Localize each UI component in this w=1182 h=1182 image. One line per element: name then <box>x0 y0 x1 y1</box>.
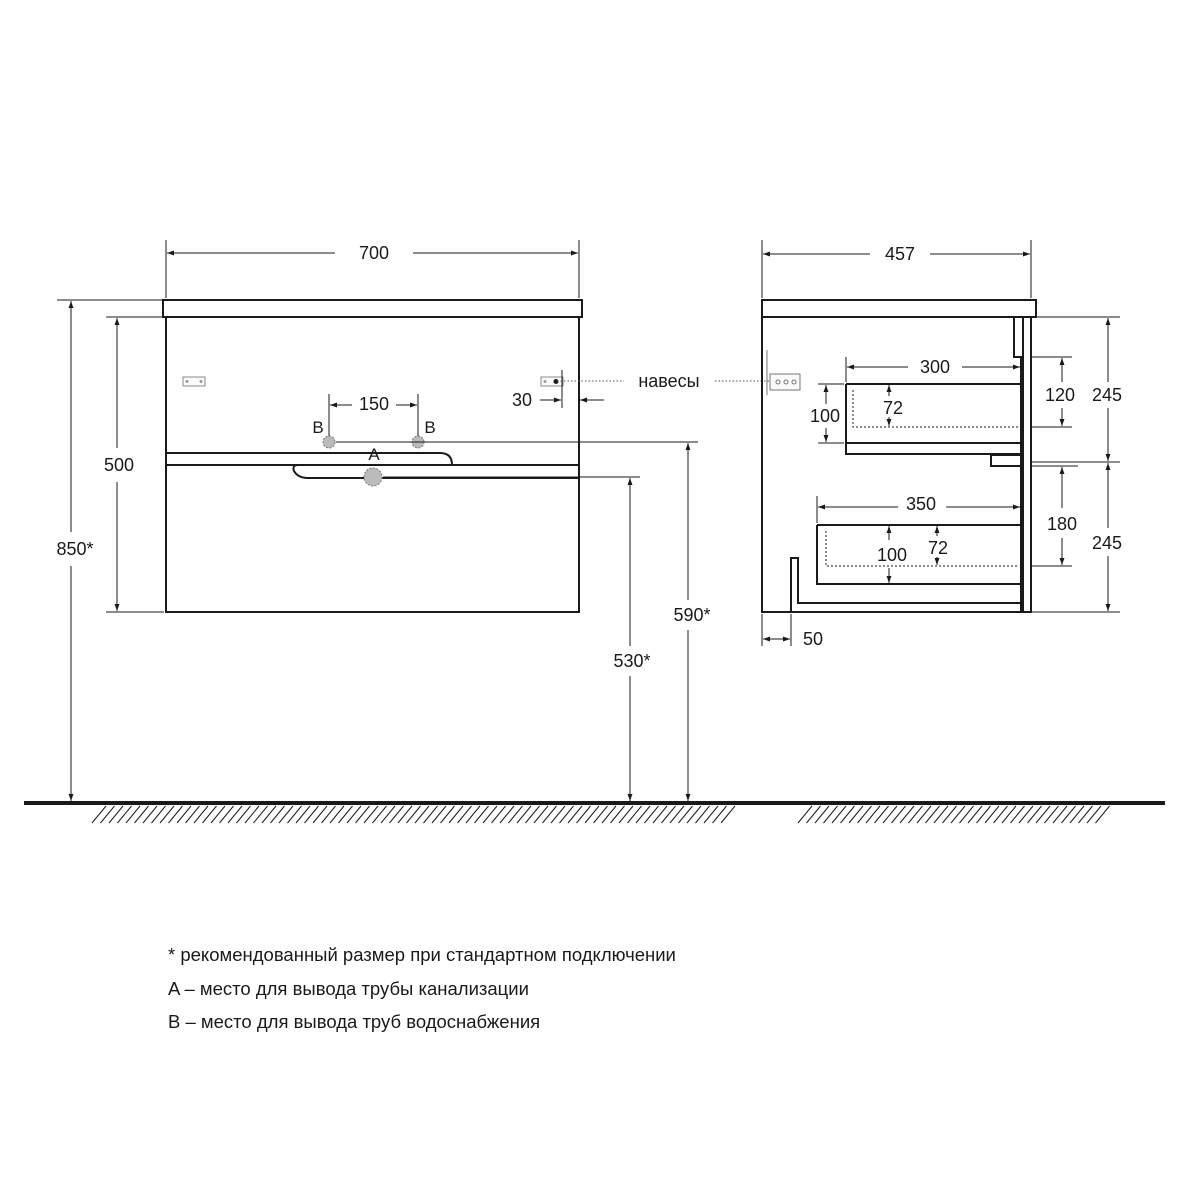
side-lower-drawer <box>817 525 1021 584</box>
dim-depth: 457 <box>884 244 916 264</box>
floor-hatch-stroke <box>534 806 548 823</box>
floor-hatch-stroke <box>500 806 514 823</box>
floor-hatch-stroke <box>118 806 132 823</box>
front-countertop <box>163 300 582 317</box>
floor-hatch-stroke <box>254 806 268 823</box>
floor-hatch-stroke <box>398 806 412 823</box>
floor-hatch-stroke <box>577 806 591 823</box>
floor-hatch-stroke <box>296 806 310 823</box>
dim-upper-drawer-inner: 72 <box>882 398 904 418</box>
floor-hatch-stroke <box>662 806 676 823</box>
floor-hatch-stroke <box>381 806 395 823</box>
floor-hatch-stroke <box>347 806 361 823</box>
dim-water-height: 590* <box>673 605 711 625</box>
floor-hatch-stroke <box>288 806 302 823</box>
front-lower-handle <box>294 465 580 478</box>
floor-hatch-stroke <box>526 806 540 823</box>
label-a: A <box>368 445 380 464</box>
floor-hatch-stroke <box>135 806 149 823</box>
side-view <box>762 240 1123 646</box>
floor-hatch-stroke <box>1045 806 1059 823</box>
floor-hatch-stroke <box>415 806 429 823</box>
floor-hatch-stroke <box>866 806 880 823</box>
floor-hatch-stroke <box>92 806 106 823</box>
floor-hatch-stroke <box>900 806 914 823</box>
floor-hatch-stroke <box>449 806 463 823</box>
floor-hatch-stroke <box>1011 806 1025 823</box>
floor-hatch-stroke <box>169 806 183 823</box>
note-a: A – место для вывода трубы канализации <box>168 977 529 999</box>
floor-hatch-stroke <box>262 806 276 823</box>
floor-hatch-stroke <box>807 806 821 823</box>
floor-hatch-stroke <box>194 806 208 823</box>
floor-hatch-stroke <box>126 806 140 823</box>
floor-hatch-stroke <box>160 806 174 823</box>
floor-hatch-stroke <box>875 806 889 823</box>
floor-hatch-stroke <box>602 806 616 823</box>
floor-hatch-stroke <box>585 806 599 823</box>
floor-hatch-stroke <box>313 806 327 823</box>
floor-hatch-stroke <box>883 806 897 823</box>
floor-hatch-stroke <box>390 806 404 823</box>
floor-hatch-stroke <box>1096 806 1110 823</box>
floor-hatch-stroke <box>926 806 940 823</box>
floor-hatch-stroke <box>594 806 608 823</box>
floor-hatch-stroke <box>1070 806 1084 823</box>
floor-hatch-stroke <box>858 806 872 823</box>
floor-hatch-stroke <box>977 806 991 823</box>
dim-lower-drawer-inner: 72 <box>927 538 949 558</box>
label-b-left: B <box>312 418 324 437</box>
floor <box>24 803 1165 823</box>
floor-hatch-stroke <box>228 806 242 823</box>
floor-hatch-stroke <box>951 806 965 823</box>
floor-hatch-stroke <box>934 806 948 823</box>
side-countertop <box>762 300 1036 317</box>
floor-hatch-stroke <box>407 806 421 823</box>
dim-total-height: 850* <box>56 539 94 559</box>
floor-hatch-stroke <box>1036 806 1050 823</box>
dim-width: 700 <box>358 243 390 263</box>
floor-hatch-stroke <box>943 806 957 823</box>
water-outlet-left <box>323 436 335 448</box>
floor-hatch-stroke <box>1087 806 1101 823</box>
floor-hatch-stroke <box>696 806 710 823</box>
floor-hatch-stroke <box>841 806 855 823</box>
hinge-right <box>541 377 563 386</box>
floor-hatch-stroke <box>466 806 480 823</box>
floor-hatch-stroke <box>917 806 931 823</box>
dim-hinge-offset: 30 <box>511 390 533 410</box>
floor-hatch-stroke <box>356 806 370 823</box>
floor-hatch-stroke <box>909 806 923 823</box>
floor-hatch-stroke <box>628 806 642 823</box>
floor-hatch-stroke <box>679 806 693 823</box>
floor-hatch-stroke <box>713 806 727 823</box>
dim-upper-drawer-offset: 120 <box>1044 385 1076 405</box>
floor-hatch-stroke <box>960 806 974 823</box>
floor-hatch-stroke <box>279 806 293 823</box>
floor-hatch-stroke <box>687 806 701 823</box>
floor-hatch-stroke <box>636 806 650 823</box>
floor-hatch-stroke <box>1079 806 1093 823</box>
floor-hatch-stroke <box>824 806 838 823</box>
front-view <box>57 240 698 801</box>
floor-hatch-stroke <box>432 806 446 823</box>
floor-hatch-stroke <box>517 806 531 823</box>
floor-hatch-stroke <box>543 806 557 823</box>
dim-plinth-offset: 50 <box>802 629 824 649</box>
floor-hatch-stroke <box>653 806 667 823</box>
dim-lower-drawer-depth: 350 <box>905 494 937 514</box>
front-upper-handle <box>166 453 452 465</box>
floor-hatch-stroke <box>1053 806 1067 823</box>
label-b-right: B <box>424 418 436 437</box>
side-hinge <box>767 350 800 395</box>
floor-hatch-stroke <box>322 806 336 823</box>
dim-drain-height: 530* <box>613 651 651 671</box>
floor-hatch-stroke <box>143 806 157 823</box>
floor-hatch-stroke <box>560 806 574 823</box>
dim-lower-section: 245 <box>1091 533 1123 553</box>
floor-hatch-stroke <box>109 806 123 823</box>
floor-hatch-stroke <box>101 806 115 823</box>
floor-hatch-stroke <box>152 806 166 823</box>
floor-hatch-stroke <box>237 806 251 823</box>
floor-hatch-stroke <box>458 806 472 823</box>
floor-hatch-stroke <box>815 806 829 823</box>
floor-hatch-stroke <box>330 806 344 823</box>
hinge-left <box>183 377 205 386</box>
floor-hatch-stroke <box>271 806 285 823</box>
side-upper-drawer <box>846 384 1021 454</box>
floor-hatch-stroke <box>305 806 319 823</box>
floor-hatch-stroke <box>1019 806 1033 823</box>
floor-hatch-stroke <box>968 806 982 823</box>
hinges-label: навесы <box>638 371 700 391</box>
floor-hatch-stroke <box>177 806 191 823</box>
floor-hatch-stroke <box>568 806 582 823</box>
floor-hatch-stroke <box>1002 806 1016 823</box>
dim-upper-drawer-height: 100 <box>809 406 841 426</box>
notes <box>168 938 676 1039</box>
floor-hatch-stroke <box>721 806 735 823</box>
floor-hatch-stroke <box>1028 806 1042 823</box>
side-divider <box>991 455 1022 466</box>
floor-hatch-stroke <box>994 806 1008 823</box>
floor-hatch-stroke <box>798 806 812 823</box>
floor-hatch-stroke <box>892 806 906 823</box>
floor-hatch-stroke <box>670 806 684 823</box>
note-recommended: * рекомендованный размер при стандартном подключении <box>168 944 676 965</box>
floor-hatch-stroke <box>424 806 438 823</box>
floor-hatch-stroke <box>475 806 489 823</box>
floor-hatch-stroke <box>619 806 633 823</box>
drain-outlet <box>364 468 382 486</box>
floor-hatch-stroke <box>203 806 217 823</box>
floor-hatch-stroke <box>245 806 259 823</box>
dim-height: 500 <box>103 455 135 475</box>
dim-upper-drawer-depth: 300 <box>919 357 951 377</box>
floor-hatch-stroke <box>186 806 200 823</box>
floor-hatch-stroke <box>645 806 659 823</box>
floor-hatch-stroke <box>441 806 455 823</box>
floor-hatch-stroke <box>492 806 506 823</box>
floor-hatch-stroke <box>849 806 863 823</box>
floor-hatch-stroke <box>832 806 846 823</box>
dim-upper-section: 245 <box>1091 385 1123 405</box>
dim-lower-drawer-offset: 180 <box>1046 514 1078 534</box>
floor-hatch-stroke <box>211 806 225 823</box>
floor-hatch-stroke <box>551 806 565 823</box>
dim-lower-drawer-height: 100 <box>876 545 908 565</box>
floor-hatch-stroke <box>339 806 353 823</box>
note-b: B – место для вывода труб водоснабжения <box>168 1011 541 1032</box>
floor-hatch-stroke <box>985 806 999 823</box>
floor-hatch-stroke <box>509 806 523 823</box>
floor-hatch-stroke <box>611 806 625 823</box>
dim-b-spacing: 150 <box>358 394 390 414</box>
floor-hatch-stroke <box>220 806 234 823</box>
floor-hatch-stroke <box>704 806 718 823</box>
floor-hatch-stroke <box>483 806 497 823</box>
floor-hatch-stroke <box>364 806 378 823</box>
floor-hatch-stroke <box>373 806 387 823</box>
floor-hatch-stroke <box>1062 806 1076 823</box>
floor-hatching <box>92 806 1110 823</box>
